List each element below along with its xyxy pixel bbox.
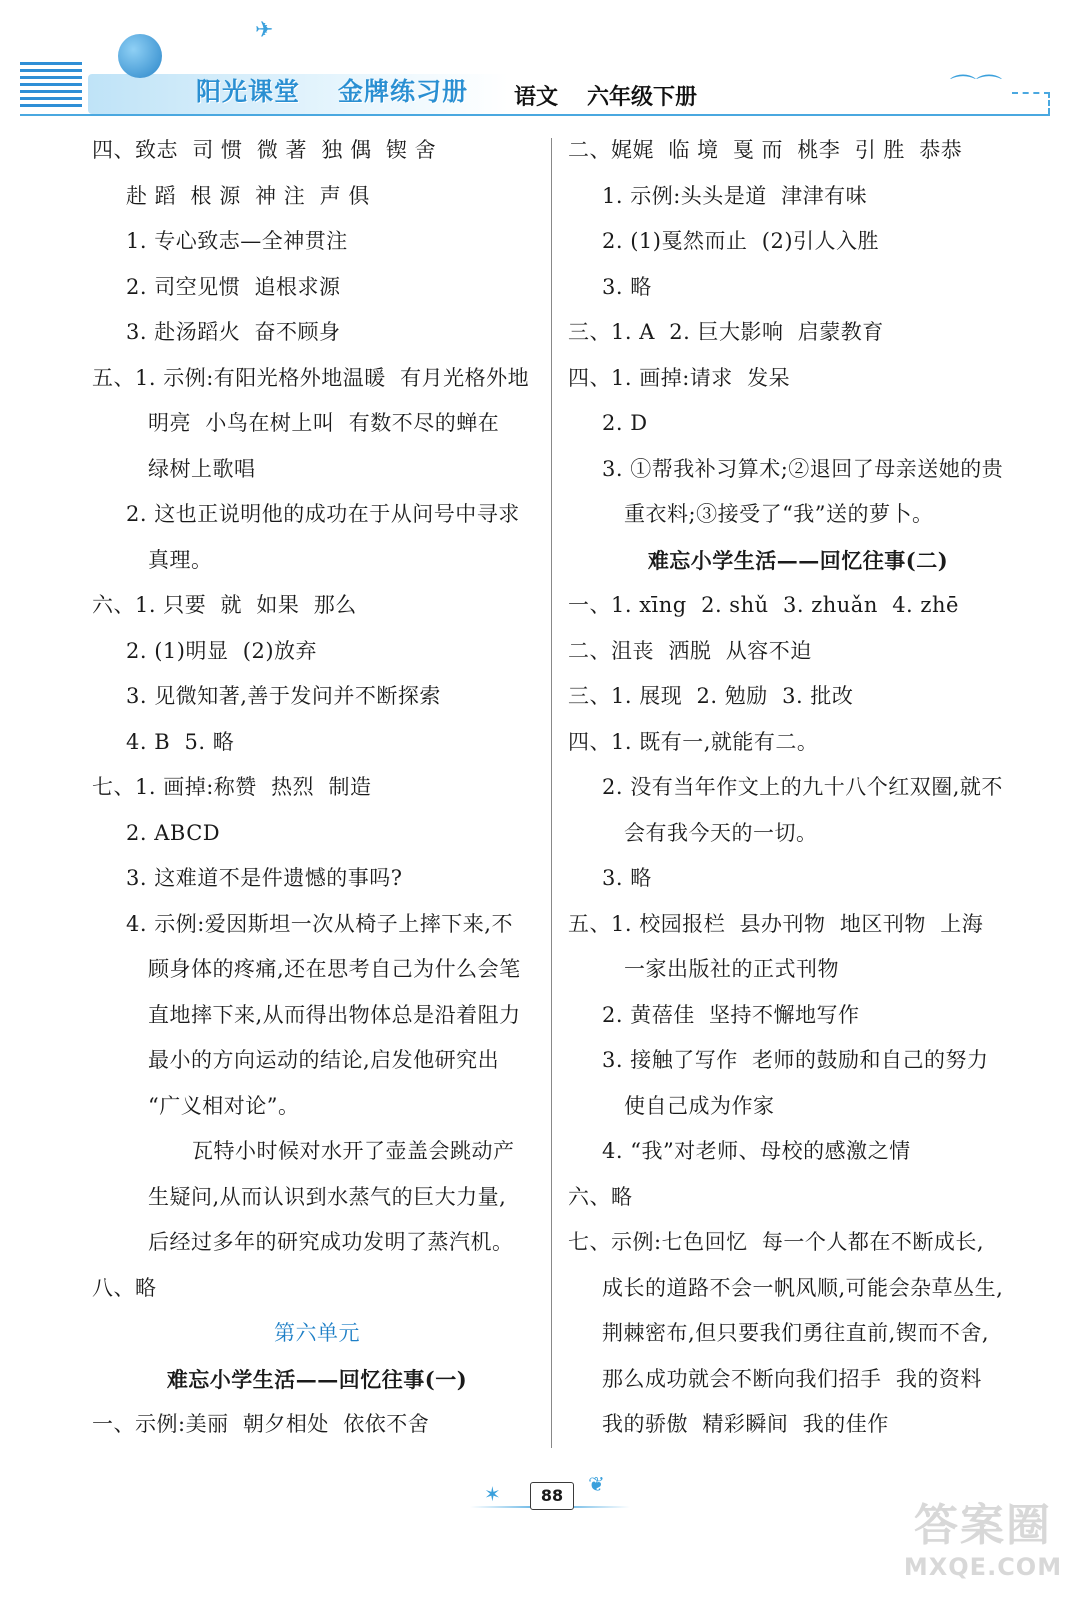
- section-title: 难忘小学生活——回忆往事(一): [166, 1366, 468, 1392]
- answer-line: 六、1. 只要 就 如果 那么: [92, 593, 357, 617]
- answer-line: 三、1. 展现 2. 勉励 3. 批改: [568, 684, 854, 708]
- bird-icon: ✈: [255, 18, 274, 43]
- answer-line: 直地摔下来,从而得出物体总是沿着阻力: [148, 1002, 521, 1027]
- answer-line: 一、示例:美丽 朝夕相处 依依不舍: [92, 1412, 430, 1436]
- left-answer-column: [92, 128, 542, 1448]
- answer-line: 赴 蹈 根 源 神 注 声 俱: [126, 183, 370, 208]
- answer-line: 绿树上歌唱: [148, 456, 256, 481]
- watermark-text: 答案圈: [914, 1500, 1052, 1551]
- answer-line: 成长的道路不会一帆风顺,可能会杂草丛生,: [602, 1275, 1004, 1300]
- answer-line: 2. 司空见惯 追根求源: [126, 274, 341, 299]
- answer-line: 六、略: [568, 1184, 633, 1209]
- answer-line: 二、娓娓 临 境 戛 而 桃李 引 胜 恭恭: [568, 138, 963, 162]
- answer-line: 2. ABCD: [126, 820, 221, 845]
- answer-line: 最小的方向运动的结论,启发他研究出: [148, 1048, 500, 1072]
- grade-label: 六年级下册: [587, 85, 698, 110]
- answer-line: 七、示例:七色回忆 每一个人都在不断成长,: [568, 1230, 985, 1254]
- answer-line: 八、略: [92, 1275, 157, 1300]
- seagull-icon: ⌒⌒: [950, 74, 1003, 104]
- answer-line: 四、1. 画掉:请求 发呆: [568, 365, 791, 390]
- globe-icon: [118, 34, 162, 78]
- answer-line: 三、1. A 2. 巨大影响 启蒙教育: [568, 320, 884, 344]
- answer-line: 那么成功就会不断向我们招手 我的资料: [602, 1366, 982, 1391]
- header-divider: [20, 114, 1050, 116]
- answer-line: 我的骄傲 精彩瞬间 我的佳作: [602, 1412, 889, 1436]
- section-title: 难忘小学生活——回忆往事(二): [647, 547, 949, 573]
- answer-line: 4. 示例:爱因斯坦一次从椅子上摔下来,不: [126, 911, 513, 936]
- answer-line: 3. 略: [602, 274, 652, 299]
- answer-line: 后经过多年的研究成功发明了蒸汽机。: [148, 1230, 514, 1254]
- answer-line: 2. 这也正说明他的成功在于从问号中寻求: [126, 502, 520, 526]
- answer-line: 瓦特小时候对水开了壶盖会跳动产: [192, 1139, 515, 1163]
- answer-line: 2. 黄蓓佳 坚持不懈地写作: [602, 1002, 860, 1027]
- answer-line: 2. D: [602, 411, 648, 435]
- answer-line: 一、1. xīng 2. shǔ 3. zhuǎn 4. zhē: [568, 593, 959, 617]
- answer-line: 3. 赴汤蹈火 奋不顾身: [126, 320, 341, 344]
- answer-line: 3. 见微知著,善于发问并不断探索: [126, 684, 441, 708]
- palm-decoration-icon: ✶: [484, 1482, 501, 1506]
- answer-line: 使自己成为作家: [624, 1093, 775, 1118]
- answer-line: 1. 示例:头头是道 津津有味: [602, 183, 868, 208]
- answer-line: 4. “我”对老师、母校的感激之情: [602, 1139, 911, 1163]
- answer-line: 3. 这难道不是件遗憾的事吗?: [126, 866, 403, 890]
- brand-subtitle: 金牌练习册: [338, 77, 469, 106]
- answer-line: 2. (1)明显 (2)放弃: [126, 638, 318, 663]
- brand-name: 阳光课堂: [196, 77, 301, 106]
- answer-line: 1. 专心致志—全神贯注: [126, 229, 348, 253]
- unit-title: 第六单元: [274, 1321, 360, 1345]
- header-stripes-decoration: [20, 62, 82, 114]
- header-dashed-decoration: [1012, 92, 1050, 114]
- answer-line: 一家出版社的正式刊物: [624, 957, 839, 981]
- palm-tree-icon: ❦: [588, 1472, 605, 1496]
- answer-line: 四、1. 既有一,就能有二。: [568, 729, 819, 754]
- answer-line: 3. ①帮我补习算术;②退回了母亲送她的贵: [602, 456, 1004, 481]
- page-header: [0, 0, 1091, 130]
- answer-line: 顾身体的疼痛,还在思考自己为什么会笔: [148, 957, 521, 981]
- answer-line: “广义相对论”。: [148, 1093, 300, 1118]
- answer-line: 4. B 5. 略: [126, 729, 235, 754]
- answer-line: 重衣料;③接受了“我”送的萝卜。: [624, 502, 934, 526]
- answer-line: 四、致志 司 惯 微 著 独 偶 锲 舍: [92, 138, 437, 162]
- answer-line: 二、沮丧 洒脱 从容不迫: [568, 638, 812, 663]
- watermark: [898, 1500, 1068, 1595]
- answer-line: 2. 没有当年作文上的九十八个红双圈,就不: [602, 775, 1003, 799]
- answer-line: 真理。: [148, 547, 213, 572]
- right-answer-column: [568, 128, 1028, 1448]
- page-number: 88: [530, 1482, 574, 1510]
- answer-line: 七、1. 画掉:称赞 热烈 制造: [92, 775, 372, 799]
- answer-line: 3. 接触了写作 老师的鼓励和自己的努力: [602, 1048, 989, 1072]
- answer-line: 2. (1)戛然而止 (2)引人入胜: [602, 229, 880, 253]
- answer-line: 五、1. 校园报栏 县办刊物 地区刊物 上海: [568, 911, 984, 936]
- answer-line: 五、1. 示例:有阳光格外地温暖 有月光格外地: [92, 365, 530, 390]
- answer-line: 荆棘密布,但只要我们勇往直前,锲而不舍,: [602, 1321, 990, 1345]
- subject-label: 语文: [514, 85, 559, 110]
- answer-line: 3. 略: [602, 866, 652, 890]
- answer-line: 会有我今天的一切。: [624, 820, 818, 845]
- answer-line: 生疑问,从而认识到水蒸气的巨大力量,: [148, 1184, 507, 1209]
- watermark-url: MXQE.COM: [903, 1553, 1063, 1581]
- column-divider: [551, 138, 552, 1448]
- answer-line: 明亮 小鸟在树上叫 有数不尽的蝉在: [148, 411, 500, 435]
